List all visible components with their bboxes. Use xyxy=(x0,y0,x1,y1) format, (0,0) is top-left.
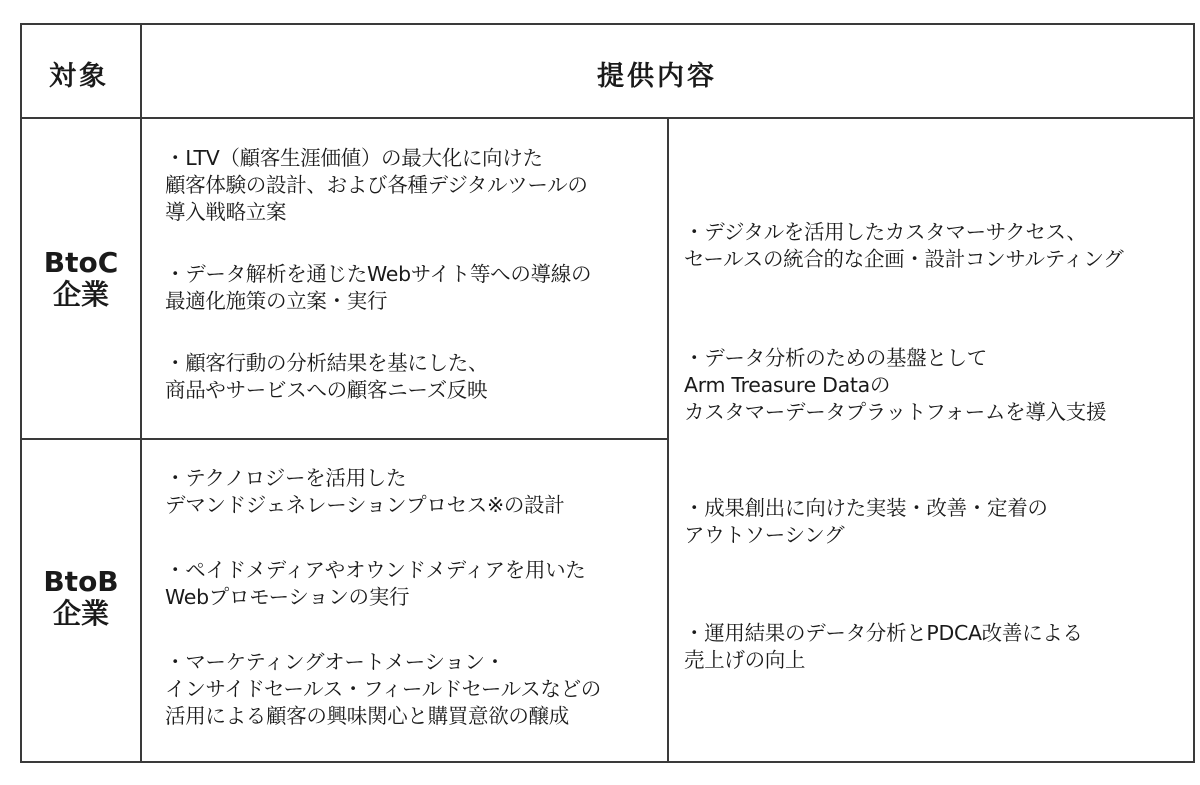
column-divider-target xyxy=(140,25,142,761)
shared-item-line: 売上げの向上 xyxy=(684,648,806,672)
btob-item-line: インサイドセールス・フィールドセールスなどの xyxy=(165,677,601,701)
target-btob-line1: BtoB xyxy=(43,565,119,598)
btob-item-line: ・テクノロジーを活用した xyxy=(165,466,407,490)
target-btoc-line2: 企業 xyxy=(52,278,109,311)
target-btoc-line1: BtoC xyxy=(43,246,119,279)
btoc-item-line: 商品やサービスへの顧客ニーズ反映 xyxy=(165,378,488,402)
column-divider-shared xyxy=(667,119,669,761)
btob-item-demand-gen xyxy=(165,465,564,519)
btoc-item-line: 最適化施策の立案・実行 xyxy=(165,289,388,313)
btoc-item-ltv xyxy=(165,145,588,226)
header-target-label: 対象 xyxy=(49,61,109,92)
btoc-item-line: 顧客体験の設計、および各種デジタルツールの xyxy=(165,173,588,197)
target-btoc xyxy=(22,247,140,311)
shared-item-line: アウトソーシング xyxy=(684,523,845,547)
shared-item-outsourcing xyxy=(684,495,1048,549)
target-btob-line2: 企業 xyxy=(52,597,109,630)
btob-item-line: Webプロモーションの実行 xyxy=(165,585,410,609)
btob-item-paid-owned-media xyxy=(165,557,586,611)
service-table xyxy=(20,23,1195,763)
btob-item-line: ・マーケティングオートメーション・ xyxy=(165,650,505,674)
shared-item-line: カスタマーデータプラットフォームを導入支援 xyxy=(684,400,1107,424)
shared-item-line: ・成果創出に向けた実装・改善・定着の xyxy=(684,496,1048,520)
target-btob xyxy=(22,566,140,630)
shared-item-customer-success xyxy=(684,219,1123,273)
btoc-item-line: ・顧客行動の分析結果を基にした、 xyxy=(165,351,489,375)
btoc-item-line: 導入戦略立案 xyxy=(165,200,287,224)
shared-item-line: ・デジタルを活用したカスタマーサクセス、 xyxy=(684,220,1087,244)
btob-item-line: ・ペイドメディアやオウンドメディアを用いた xyxy=(165,558,586,582)
header-divider xyxy=(22,117,1193,119)
row-divider xyxy=(22,438,669,440)
shared-item-line: セールスの統合的な企画・設計コンサルティング xyxy=(684,247,1124,271)
shared-item-pdca xyxy=(684,620,1083,674)
header-content-label: 提供内容 xyxy=(597,61,717,92)
btoc-item-line: ・LTV（顧客生涯価値）の最大化に向けた xyxy=(165,146,543,170)
btob-item-line: デマンドジェネレーションプロセス※の設計 xyxy=(165,493,565,517)
btoc-item-web-analysis xyxy=(165,261,591,315)
btob-item-line: 活用による顧客の興味関心と購買意欲の醸成 xyxy=(165,704,569,728)
btob-item-marketing-automation xyxy=(165,649,601,730)
shared-item-treasure-data xyxy=(684,345,1106,426)
shared-item-line: ・データ分析のための基盤として xyxy=(684,346,987,370)
btoc-item-line: ・データ解析を通じたWebサイト等への導線の xyxy=(165,262,592,286)
shared-item-line: ・運用結果のデータ分析とPDCA改善による xyxy=(684,621,1083,645)
shared-item-line: Arm Treasure Dataの xyxy=(684,373,891,397)
btoc-item-customer-behavior xyxy=(165,350,488,404)
